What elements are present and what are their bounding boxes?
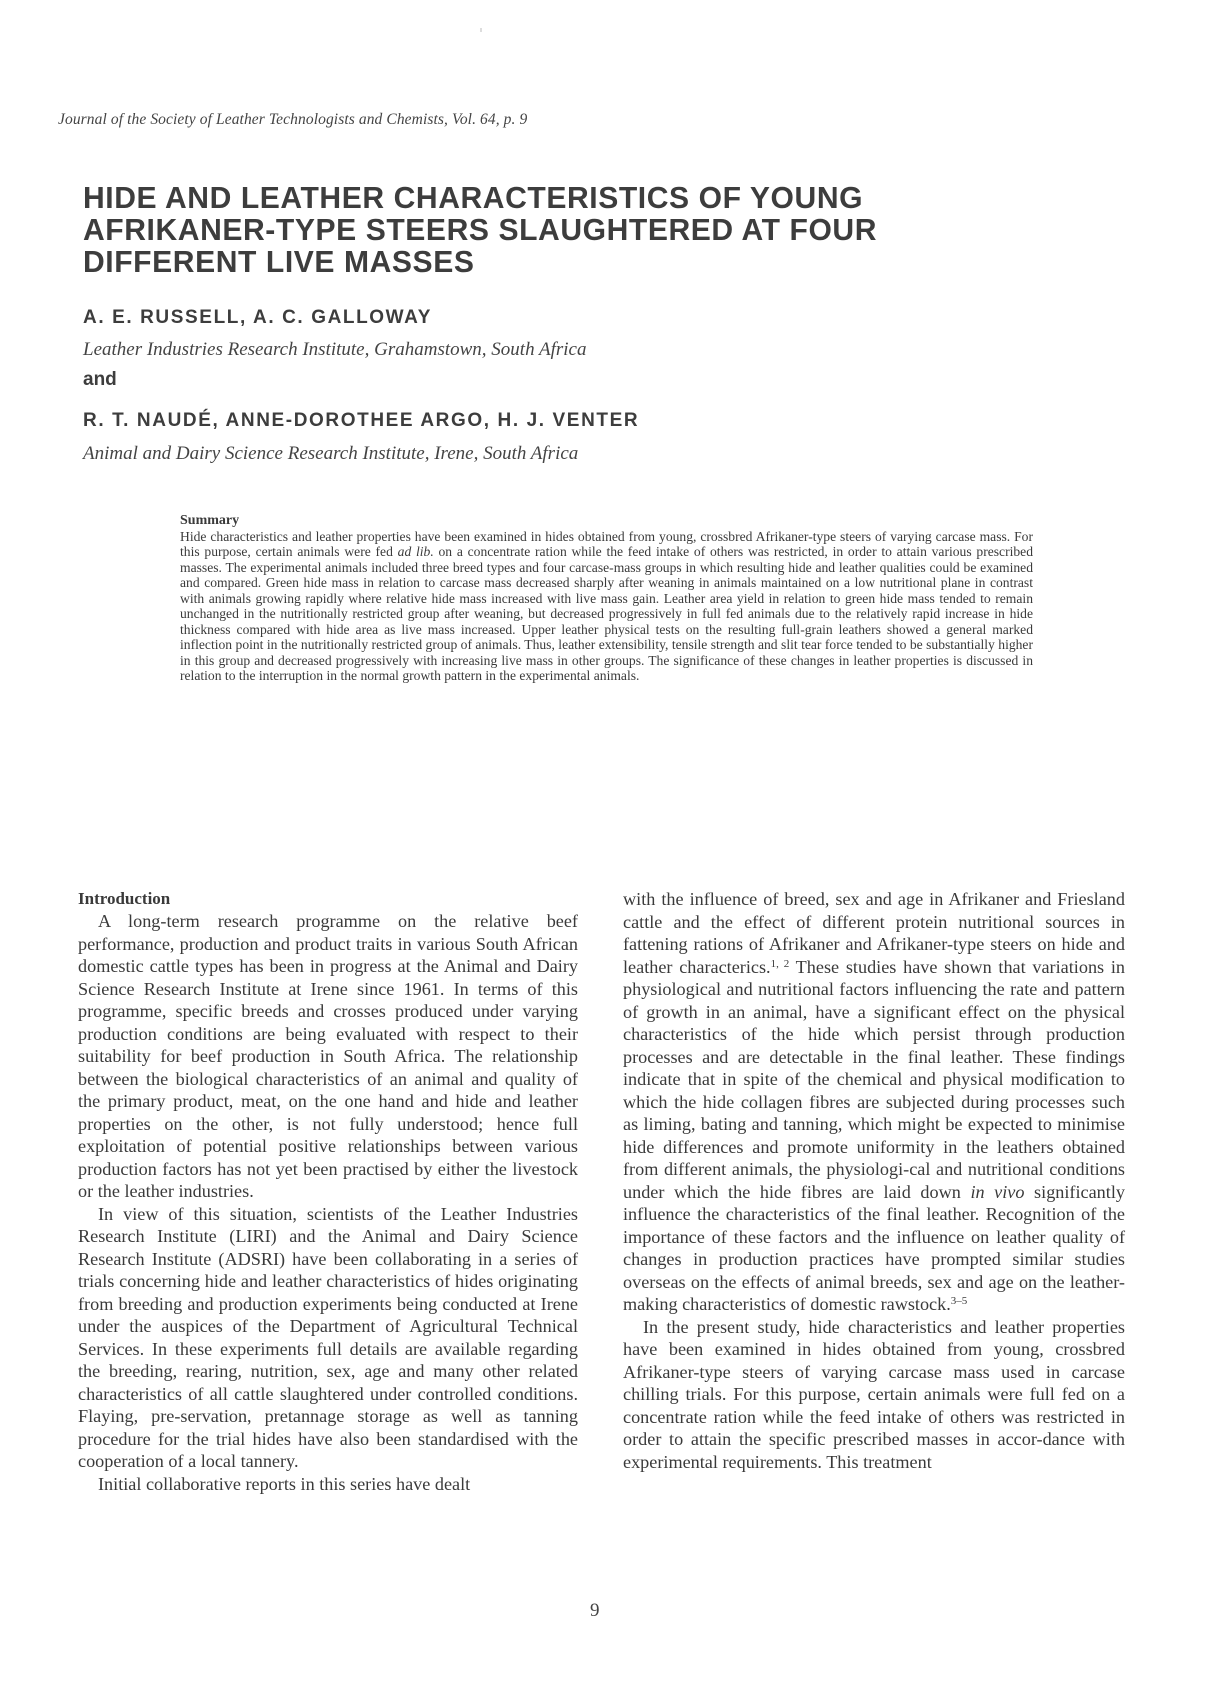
author-separator: and	[83, 369, 117, 390]
paragraph-text: with the influence of breed, sex and age in Afrikaner and Friesland cattle and the effect of different protein nutritional sources in fattening rations of Afrikaner and Afrikaner-type steers on hide and leather characterics.	[623, 889, 1125, 977]
summary-heading: Summary	[180, 513, 240, 528]
reference-citation: 1, 2	[770, 957, 790, 970]
scan-speck	[480, 28, 482, 32]
affiliation-1: Leather Industries Research Institute, Grahamstown, South Africa	[83, 339, 587, 360]
left-column	[78, 888, 578, 1495]
summary-text	[180, 529, 1033, 684]
summary-text-part: Hide characteristics and leather properties have been examined in hides obtained from young, crossbred Afrikaner-type steers of varying carcase mass. For this purpose, certain animals were fed	[180, 528, 1033, 559]
title-line: DIFFERENT LIVE MASSES	[83, 244, 475, 279]
author-group-2: R. T. NAUDÉ, ANNE-DOROTHEE ARGO, H. J. VENTER	[83, 410, 640, 431]
intro-paragraph-1: A long-term research programme on the relative beef performance, production and product traits in various South African domestic cattle types has been in progress at the Animal and Dairy Science Research Institute at Irene since 1961. In terms of this programme, specific breeds and crosses produced under varying production conditions are being evaluated with respect to their suitability for beef production in South Africa. The relationship between the biological characteristics of an animal and quality of the primary product, meat, on the one hand and hide and leather properties on the other, is not fully understood; hence full exploitation of potential positive relationships between various production factors has not yet been practised by either the livestock or the leather industries.	[78, 911, 578, 1201]
summary-text-part: on a concentrate ration while the feed intake of others was restricted, in order to attain various prescribed masses. The experimental animals included three breed types and four carcase-mass groups in which resulting hide and leather qualities could be examined and compared. Green hide mass in relation to carcase mass decreased sharply after weaning in animals maintained on a low nutritional plane in contrast with animals growing rapidly where relative hide mass increased with live mass gain. Leather area yield in relation to green hide mass tended to remain unchanged in the nutritionally restricted group after weaning, but decreased progressively in full fed animals due to the relatively rapid increase in hide thickness compared with hide area as live mass increased. Upper leather physical tests on the resulting full-grain leathers showed a general marked inflection point in the nutritionally restricted group of animals. Thus, leather extensibility, tensile strength and slit tear force tended to be substantially higher in this group and decreased progressively with increasing live mass in other groups. The significance of these changes in leather properties is discussed in relation to the interruption in the normal growth pattern in the experimental animals.	[180, 544, 1034, 683]
author-group-1: A. E. RUSSELL, A. C. GALLOWAY	[83, 307, 433, 328]
intro-paragraph-2: In view of this situation, scientists of the Leather Industries Research Institute (LIRI) and the Animal and Dairy Science Research Institute (ADSRI) have been collaborating in a series of trials concerning hide and leather characteristics of hides originating from breeding and production experiments being conducted at Irene under the auspices of the Department of Agricultural Technical Services. In these experiments full details are available regarding the breeding, rearing, nutrition, sex, age and many other related characteristics of all cattle slaughtered under controlled conditions. Flaying, pre-servation, pretannage storage as well as tanning procedure for the trial hides have also been standardised with the cooperation of a local tannery.	[78, 1203, 578, 1471]
reference-citation: 3–5	[950, 1295, 968, 1307]
italic-term: in vivo	[970, 1181, 1025, 1202]
title-line: HIDE AND LEATHER CHARACTERISTICS OF YOUNG	[83, 180, 864, 215]
summary-section	[180, 513, 1033, 684]
summary-italic-term: ad lib.	[397, 544, 434, 559]
right-column	[623, 888, 1125, 1473]
journal-citation: Journal of the Society of Leather Technologists and Chemists, Vol. 64, p. 9	[58, 111, 528, 128]
paragraph-text: significantly influence the characteristics of the final leather. Recognition of the importance of these factors and the influence on leather quality of changes in production practices have prompted similar studies overseas on the effects of animal breeds, sex and age on the leather-making characteristics of domestic rawstock.	[623, 1181, 1125, 1314]
paragraph-text: These studies have shown that variations in physiological and nutritional factors influencing the rate and pattern of growth in an animal, have a significant effect on the physical characteristics of the hide which persist through production processes and are detectable in the final leather. These findings indicate that in spite of the chemical and physical modification to which the hide collagen fibres are subjected during processes such as liming, bating and tanning, which might be expected to minimise hide differences and promote uniformity in the leathers obtained from different animals, the physiologi-cal and nutritional conditions under which the hide fibres are laid down	[623, 956, 1125, 1202]
title-line: AFRIKANER-TYPE STEERS SLAUGHTERED AT FOUR	[83, 212, 878, 247]
intro-paragraph-4: In the present study, hide characteristics and leather properties have been examined in hides obtained from young, crossbred Afrikaner-type steers of varying carcase mass used in carcase chilling trials. For this purpose, certain animals were full fed on a concentrate ration while the feed intake of others was restricted in order to attain the specific prescribed masses in accor-dance with experimental requirements. This treatment	[623, 1316, 1125, 1472]
section-heading-introduction: Introduction	[78, 889, 171, 908]
page-number: 9	[590, 1600, 600, 1621]
affiliation-2: Animal and Dairy Science Research Institute, Irene, South Africa	[83, 443, 579, 464]
intro-paragraph-3-start: Initial collaborative reports in this series have dealt	[98, 1473, 471, 1494]
intro-paragraph-3-continued	[623, 888, 1125, 1316]
paper-title	[83, 182, 956, 278]
